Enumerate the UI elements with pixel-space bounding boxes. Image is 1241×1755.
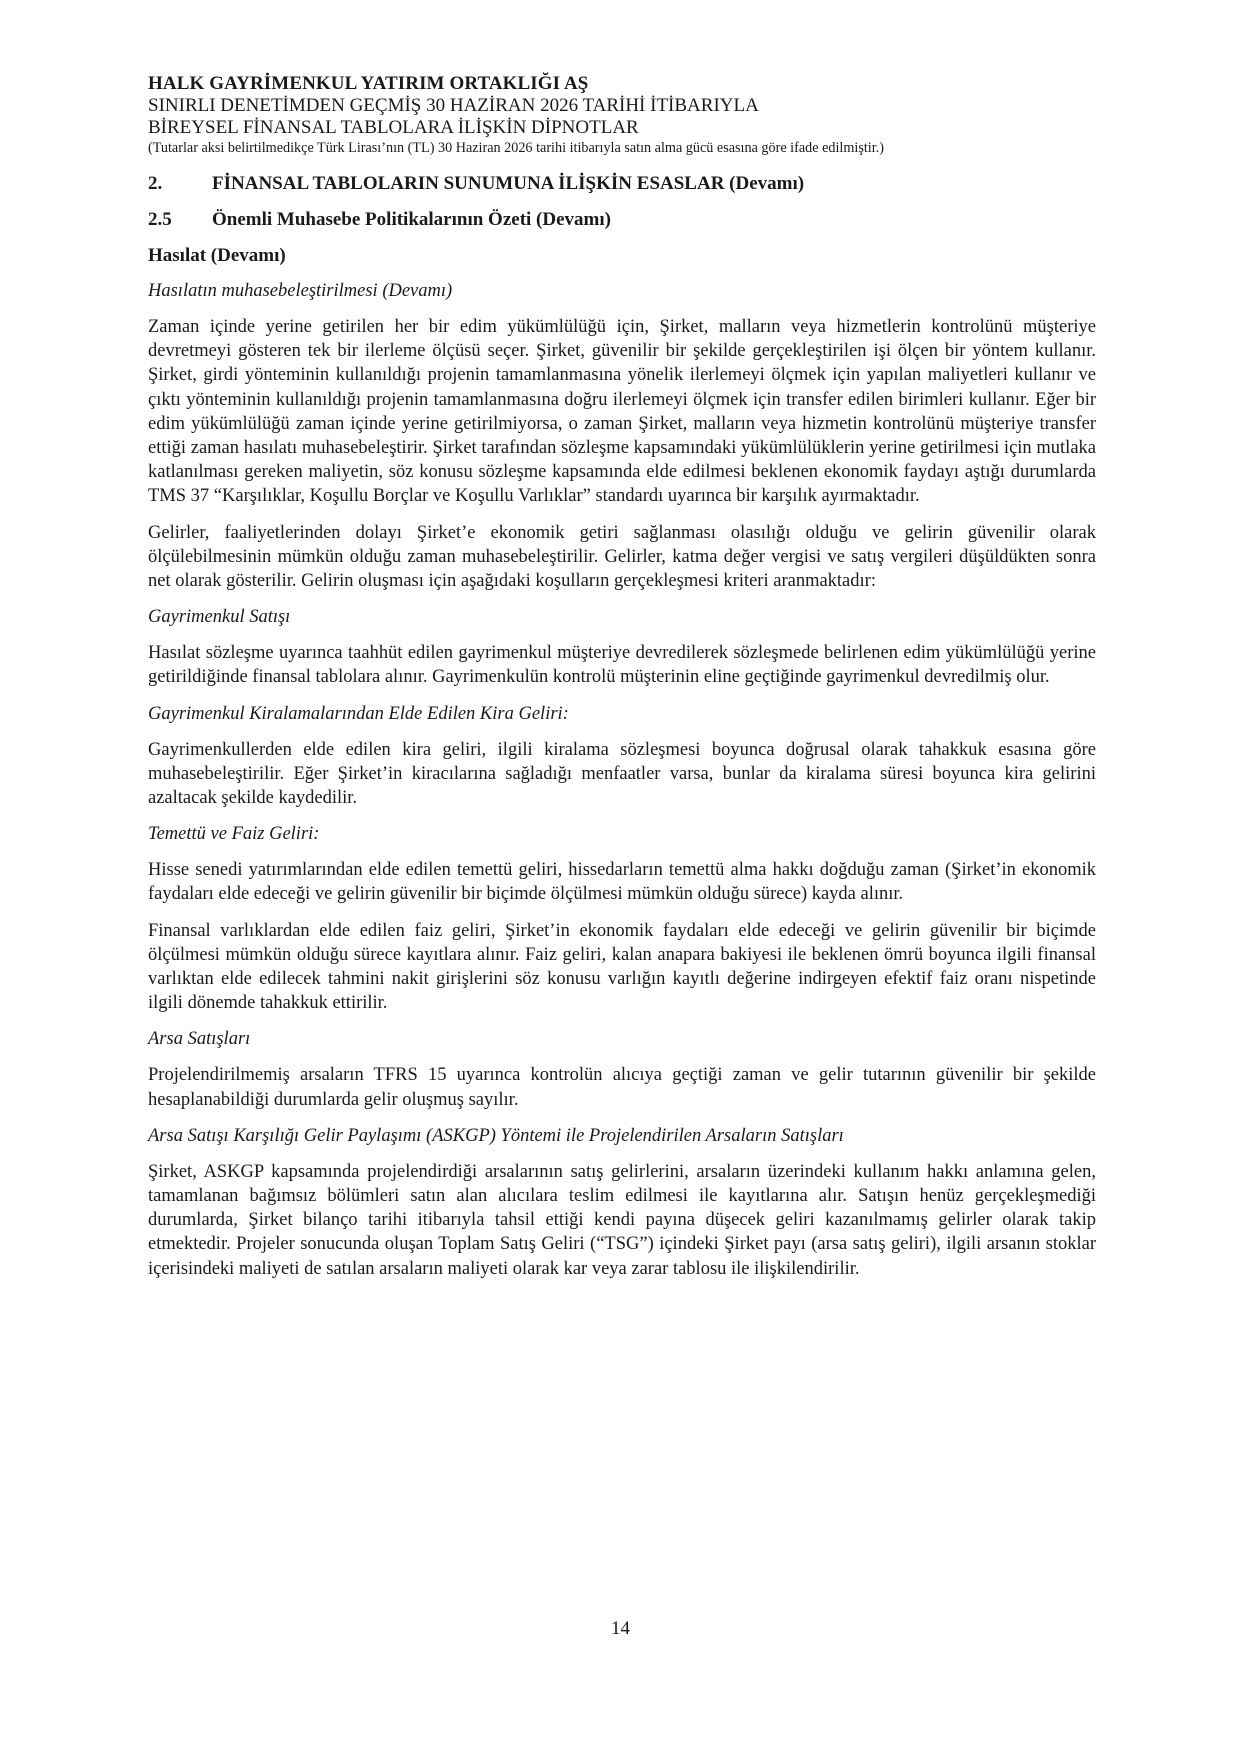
section-number: 2. bbox=[148, 173, 163, 194]
heading-revenue-recognition: Hasılatın muhasebeleştirilmesi (Devamı) bbox=[148, 281, 453, 301]
subsection-number: 2.5 bbox=[148, 209, 172, 230]
heading-askgp-sales: Arsa Satışı Karşılığı Gelir Paylaşımı (ASKGP) Yöntemi ile Projelendirilen Arsaların Satışları bbox=[148, 1125, 844, 1146]
company-name: HALK GAYRİMENKUL YATIRIM ORTAKLIĞI AŞ bbox=[148, 73, 589, 94]
heading-dividend-interest: Temettü ve Faiz Geliri: bbox=[148, 824, 320, 845]
subsection-heading bbox=[148, 209, 1096, 231]
report-title: SINIRLI DENETİMDEN GEÇMİŞ 30 HAZİRAN 2026 TARİHİ İTİBARIYLA bbox=[148, 95, 759, 116]
paragraph: Gayrimenkullerden elde edilen kira geliri, ilgili kiralama sözleşmesi boyunca doğrusal olarak tahakkuk esasına göre muhasebeleştirilir. Eğer Şirket’in kiracılarına sağladığı menfaatler varsa, bunlar da kiralama süresi boyunca kira gelirini azaltacak şekilde kaydedilir. bbox=[148, 739, 1096, 809]
subsection-title: Önemli Muhasebe Politikalarının Özeti (Devamı) bbox=[212, 209, 611, 230]
paragraph: Projelendirilmemiş arsaların TFRS 15 uyarınca kontrolün alıcıya geçtiği zaman ve gelir tutarının güvenilir bir şekilde hesaplanabildiği durumlarda gelir oluşmuş sayılır. bbox=[148, 1065, 1096, 1110]
currency-note: (Tutarlar aksi belirtilmedikçe Türk Lirası’nın (TL) 30 Haziran 2026 tarihi itibarıyla satın alma gücü esasına göre ifade edilmiştir.) bbox=[148, 140, 884, 156]
paragraph: Hasılat sözleşme uyarınca taahhüt edilen gayrimenkul müşteriye devredilerek sözleşmede belirlenen edim yükümlülüğü yerine getirildiğinde finansal tablolara alınır. Gayrimenkulün kontrolü müşterinin eline geçtiğinde gayrimenkul devredilmiş olur. bbox=[148, 643, 1096, 688]
paragraph: Gelirler, faaliyetlerinden dolayı Şirket’e ekonomik getiri sağlanması olasılığı olduğu ve gelirin güvenilir olarak ölçülebilmesinin mümkün olduğu zaman muhasebeleştirilir. Gelirler, katma değer vergisi ve satış vergileri düşüldükten sonra net olarak gösterilir. Gelirin oluşması için aşağıdaki koşulların gerçekleşmesi kriteri aranmaktadır: bbox=[148, 522, 1096, 592]
heading-real-estate-sale: Gayrimenkul Satışı bbox=[148, 607, 291, 628]
section-title: FİNANSAL TABLOLARIN SUNUMUNA İLİŞKİN ESASLAR (Devamı) bbox=[212, 173, 805, 194]
heading-land-sales: Arsa Satışları bbox=[148, 1029, 251, 1050]
section-heading bbox=[148, 173, 1096, 195]
paragraph: Şirket, ASKGP kapsamında projelendirdiği arsalarının satış gelirlerini, arsaların üzerindeki kullanım hakkı anlamına gelen, tamamlanan bağımsız bölümleri satın alan alıcılara teslim edilmesi ile kayıtlarına alır. Satışın henüz gerçekleşmediği durumlarda, Şirket bilanço tarihi itibarıyla tahsil ettiği kendi payına düşecek geliri kazanılmamış gelirler olarak takip etmektedir. Projeler sonucunda oluşan Toplam Satış Geliri (“TSG”) içindeki Şirket payı (arsa satış geliri), ilgili arsanın stoklar içerisindeki maliyeti de satılan arsaların maliyeti olarak kar veya zarar tablosu ile ilişkilendirilir. bbox=[148, 1161, 1096, 1279]
topic-heading: Hasılat (Devamı) bbox=[148, 245, 286, 266]
report-subtitle: BİREYSEL FİNANSAL TABLOLARA İLİŞKİN DİPNOTLAR bbox=[148, 117, 639, 138]
heading-rental-income: Gayrimenkul Kiralamalarından Elde Edilen Kira Geliri: bbox=[148, 703, 569, 724]
document-page bbox=[148, 72, 1096, 1281]
page-number: 14 bbox=[611, 1618, 630, 1639]
paragraph: Finansal varlıklardan elde edilen faiz geliri, Şirket’in ekonomik faydaları elde edeceği ve gelirin güvenilir bir biçimde ölçülmesi mümkün olduğu sürece kayıtlara alınır. Faiz geliri, kalan anapara bakiyesi ile beklenen ömrü boyunca ilgili finansal varlıktan elde edilecek tahmini nakit girişlerini söz konusu varlığın kayıtlı değerine indirgeyen efektif faiz oranı nispetinde ilgili dönemde tahakkuk ettirilir. bbox=[148, 920, 1096, 1014]
paragraph: Hisse senedi yatırımlarından elde edilen temettü geliri, hissedarların temettü alma hakkı doğduğu zaman (Şirket’in ekonomik faydaları elde edeceği ve gelirin güvenilir bir biçimde ölçülmesi mümkün olduğu sürece) kayda alınır. bbox=[148, 860, 1096, 905]
paragraph: Zaman içinde yerine getirilen her bir edim yükümlülüğü için, Şirket, malların veya hizmetlerin kontrolünü müşteriye devretmeyi gösteren tek bir ilerleme ölçüsü seçer. Şirket, güvenilir bir şekilde gerçekleştirilen işi ölçen bir yöntem kullanır. Şirket, girdi yönteminin kullanıldığı projenin tamamlanmasına yönelik ilerlemeyi ölçmek için yapılan maliyetleri kullanır ve çıktı yönteminin kullanıldığı projenin tamamlanmasına doğru ilerlemeyi ölçmek için transfer edilen birimleri kullanır. Eğer bir edim yükümlülüğü zaman içinde yerine getirilmiyorsa, o zaman Şirket, malların veya hizmetin kontrolünü müşteriye transfer ettiği zaman hasılatı muhasebeleştirir. Şirket tarafından sözleşme kapsamındaki yükümlülüklerin yerine getirilmesi için mutlaka katlanılması gereken maliyetin, söz konusu sözleşme kapsamında elde edilmesi beklenen ekonomik faydayı aştığı durumlarda TMS 37 “Karşılıklar, Koşullu Borçlar ve Koşullu Varlıklar” standardı uyarınca bir karşılık ayırmaktadır. bbox=[148, 317, 1096, 507]
